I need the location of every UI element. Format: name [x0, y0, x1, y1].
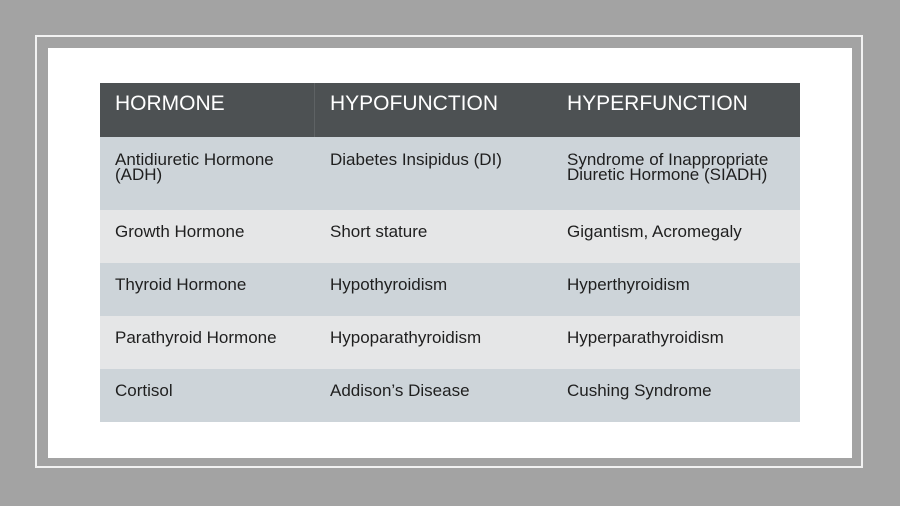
table-cell-hormone: Growth Hormone — [115, 222, 245, 241]
table-cell-hyperfunction: Hyperthyroidism — [567, 275, 690, 294]
table-cell-hormone: Parathyroid Hormone — [115, 328, 277, 347]
table-cell-hyperfunction: Syndrome of Inappropriate Diuretic Hormone (SIADH) — [567, 150, 769, 184]
table-row — [100, 137, 800, 210]
hormone-table — [100, 83, 800, 422]
header-cell-hyperfunction: HYPERFUNCTION — [567, 92, 748, 115]
table-cell-hypofunction: Diabetes Insipidus (DI) — [330, 150, 502, 169]
table-header-row — [100, 83, 800, 137]
table-row — [100, 210, 800, 263]
table-row — [100, 263, 800, 316]
table-cell-hypofunction: Hypoparathyroidism — [330, 328, 482, 347]
table-cell-hyperfunction: Hyperparathyroidism — [567, 328, 724, 347]
table-row — [100, 369, 800, 422]
table-cell-hyperfunction: Cushing Syndrome — [567, 381, 712, 400]
table-cell-hormone: Antidiuretic Hormone (ADH) — [115, 150, 274, 184]
table-cell-hypofunction: Hypothyroidism — [330, 275, 448, 294]
table-cell-hormone: Cortisol — [115, 381, 173, 400]
table-cell-hormone: Thyroid Hormone — [115, 275, 247, 294]
table-cell-hypofunction: Addison’s Disease — [330, 381, 470, 400]
table-cell-hypofunction: Short stature — [330, 222, 428, 241]
header-cell-hypofunction: HYPOFUNCTION — [330, 92, 498, 115]
table-row — [100, 316, 800, 369]
header-cell-hormone: HORMONE — [100, 83, 315, 137]
table-cell-hyperfunction: Gigantism, Acromegaly — [567, 222, 742, 241]
